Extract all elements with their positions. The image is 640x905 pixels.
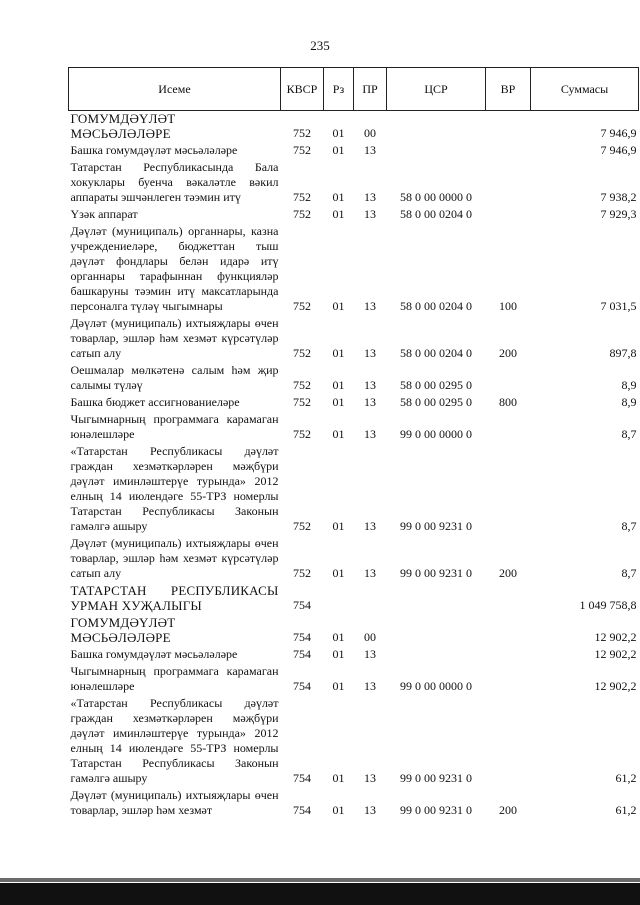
cell-sum: 7 031,5	[600, 299, 637, 313]
cell-kvsr: 754	[293, 771, 311, 785]
cell-csr: 58 0 00 0000 0	[400, 190, 472, 204]
cell-rz: 01	[332, 771, 345, 785]
cell-rz: 01	[332, 630, 345, 644]
cell-vr	[486, 363, 531, 395]
cell-name: ТАТАРСТАН РЕСПУБЛИКАСЫ УРМАН ХУҖАЛЫГЫ	[70, 583, 279, 613]
cell-sum: 897,8	[609, 346, 637, 360]
cell-name: Оешмалар мөлкәтенә салым һәм җир салымы түләү	[70, 363, 279, 392]
cell-name: Үзәк аппарат	[70, 207, 138, 221]
cell-vr	[486, 143, 531, 160]
cell-csr: 99 0 00 9231 0	[400, 771, 472, 785]
cell-name: «Татарстан Республикасы дәүләт граждан хезмәткәрләрен мәҗбүри дәүләт иминләштерүе турында» 2012 елның 14 июлендәге 55-ТРЗ номерлы Татарстан Республикасы Законын гамәлгә ашыру	[70, 444, 279, 533]
cell-csr	[387, 143, 486, 160]
cell-kvsr: 754	[293, 679, 311, 693]
table-row	[69, 696, 639, 788]
cell-csr	[387, 647, 486, 664]
cell-pr: 13	[364, 395, 376, 409]
cell-kvsr: 752	[281, 111, 324, 144]
cell-name: Дәүләт (муниципаль) ихтыяҗлары өчен товарлар, эшләр һәм хезмәт	[70, 788, 279, 817]
cell-csr: 58 0 00 0295 0	[400, 395, 472, 409]
cell-pr: 13	[364, 803, 376, 817]
table-row	[69, 647, 639, 664]
table-row	[69, 583, 639, 615]
cell-rz: 01	[332, 190, 345, 204]
cell-sum: 12 902,2	[594, 679, 637, 693]
cell-name: Татарстан Республикасында Бала хокуклары буенча вәкаләтле вәкил аппараты эшчәнлеген тәэмин итү	[70, 160, 279, 204]
cell-csr: 99 0 00 0000 0	[400, 427, 472, 441]
cell-rz: 01	[332, 566, 345, 580]
cell-name: Дәүләт (муниципаль) ихтыяҗлары өчен товарлар, эшләр һәм хезмәт күрсәтүләр сатып алу	[70, 316, 279, 360]
cell-csr	[387, 111, 486, 144]
cell-name: Чыгымнарның программага карамаган юнәлешләре	[70, 664, 279, 693]
cell-kvsr: 754	[293, 598, 311, 612]
cell-rz: 01	[332, 803, 345, 817]
table-body	[69, 111, 639, 821]
cell-vr	[486, 444, 531, 536]
cell-csr: 58 0 00 0204 0	[400, 299, 472, 313]
cell-name: Дәүләт (муниципаль) ихтыяҗлары өчен товарлар, эшләр һәм хезмәт күрсәтүләр сатып алу	[70, 536, 279, 580]
table-row	[69, 224, 639, 316]
cell-csr: 99 0 00 9231 0	[400, 566, 472, 580]
cell-kvsr: 754	[293, 803, 311, 817]
cell-sum: 7 946,9	[600, 143, 637, 157]
header-csr: ЦСР	[387, 68, 486, 111]
page-number: 235	[310, 38, 330, 53]
cell-rz: 01	[332, 378, 345, 392]
cell-vr: 200	[499, 803, 517, 817]
cell-vr: 800	[499, 395, 517, 409]
table-row	[69, 111, 639, 144]
cell-pr: 13	[364, 566, 376, 580]
cell-rz: 01	[324, 111, 354, 144]
cell-pr: 13	[364, 190, 376, 204]
cell-vr: 100	[499, 299, 517, 313]
cell-kvsr: 752	[293, 519, 311, 533]
cell-pr	[354, 583, 387, 615]
cell-name: ГОМУМДӘҮЛӘТ МӘСЬӘЛӘЛӘРЕ	[70, 615, 176, 645]
cell-csr: 99 0 00 9231 0	[400, 803, 472, 817]
cell-name: Башка гомумдәүләт мәсьәләләре	[70, 143, 238, 157]
cell-vr	[486, 207, 531, 224]
cell-kvsr: 752	[293, 207, 311, 221]
cell-csr: 99 0 00 9231 0	[400, 519, 472, 533]
budget-table	[68, 67, 639, 820]
cell-kvsr: 752	[293, 143, 311, 157]
cell-rz: 01	[332, 143, 345, 157]
table-row	[69, 536, 639, 583]
cell-rz: 01	[332, 427, 345, 441]
scan-edge-bar	[0, 883, 640, 905]
cell-rz: 01	[332, 395, 345, 409]
cell-kvsr: 752	[293, 378, 311, 392]
cell-pr: 13	[364, 378, 376, 392]
cell-rz	[324, 583, 354, 615]
cell-pr: 13	[364, 207, 376, 221]
cell-kvsr: 752	[293, 299, 311, 313]
cell-sum: 7 938,2	[600, 190, 637, 204]
header-sum: Суммасы	[531, 68, 639, 111]
table-row	[69, 412, 639, 444]
cell-pr: 13	[364, 143, 376, 157]
cell-kvsr: 754	[293, 630, 311, 644]
cell-pr: 00	[354, 111, 387, 144]
cell-vr	[486, 664, 531, 696]
cell-kvsr: 754	[293, 647, 311, 661]
table-row	[69, 143, 639, 160]
cell-vr	[486, 412, 531, 444]
cell-sum: 12 902,2	[594, 647, 637, 661]
cell-name: ГОМУМДӘҮЛӘТ МӘСЬӘЛӘЛӘРЕ	[69, 111, 281, 144]
cell-sum: 7 929,3	[600, 207, 637, 221]
cell-sum: 61,2	[615, 803, 637, 817]
cell-sum: 12 902,2	[594, 630, 637, 644]
cell-vr	[486, 583, 531, 615]
table-row	[69, 788, 639, 820]
cell-csr: 58 0 00 0295 0	[400, 378, 472, 392]
cell-rz: 01	[332, 299, 345, 313]
cell-kvsr: 752	[293, 395, 311, 409]
cell-pr: 13	[364, 647, 376, 661]
cell-pr: 13	[364, 771, 376, 785]
cell-kvsr: 752	[293, 190, 311, 204]
cell-rz: 01	[332, 647, 345, 661]
cell-vr	[486, 111, 531, 144]
cell-csr: 58 0 00 0204 0	[400, 207, 472, 221]
table-row	[69, 615, 639, 647]
cell-sum: 8,7	[621, 566, 637, 580]
cell-rz: 01	[332, 346, 345, 360]
cell-vr: 200	[499, 566, 517, 580]
header-name: Исеме	[69, 68, 281, 111]
table-row	[69, 363, 639, 395]
cell-csr	[387, 583, 486, 615]
cell-kvsr: 752	[293, 346, 311, 360]
table-row	[69, 316, 639, 363]
cell-sum: 1 049 758,8	[579, 598, 637, 612]
header-vr: ВР	[486, 68, 531, 111]
cell-name: Дәүләт (муниципаль) органнары, казна учреждениеләре, бюджеттан тыш дәүләт фондлары белән идарә итү органнары тарафыннан функцияләр башкаруны тәэмин итү максатларында персоналга түләү чыгымнары	[70, 224, 279, 313]
cell-name: «Татарстан Республикасы дәүләт граждан хезмәткәрләрен мәҗбүри дәүләт иминләштерүе турында» 2012 елның 14 июлендәге 55-ТРЗ номерлы Татарстан Республикасы Законын гамәлгә ашыру	[70, 696, 279, 785]
cell-pr: 00	[364, 630, 376, 644]
cell-csr	[387, 615, 486, 647]
cell-vr	[486, 615, 531, 647]
cell-sum: 8,9	[621, 378, 637, 392]
cell-pr: 13	[364, 519, 376, 533]
cell-pr: 13	[364, 427, 376, 441]
cell-kvsr: 752	[293, 427, 311, 441]
table-row	[69, 444, 639, 536]
cell-name: Башка бюджет ассигнованиеләре	[70, 395, 240, 409]
cell-rz: 01	[332, 679, 345, 693]
cell-vr	[486, 696, 531, 788]
cell-sum: 8,7	[621, 427, 637, 441]
header-rz: Рз	[324, 68, 354, 111]
cell-name: Чыгымнарның программага карамаган юнәлешләре	[70, 412, 279, 441]
cell-sum: 7 946,9	[531, 111, 639, 144]
cell-csr: 58 0 00 0204 0	[400, 346, 472, 360]
header-kvsr: КВСР	[281, 68, 324, 111]
scan-edge-shadow	[0, 878, 640, 882]
table-row	[69, 207, 639, 224]
cell-rz: 01	[332, 207, 345, 221]
cell-pr: 13	[364, 299, 376, 313]
cell-rz: 01	[332, 519, 345, 533]
cell-sum: 61,2	[615, 771, 637, 785]
table-row	[69, 395, 639, 412]
cell-vr	[486, 160, 531, 207]
cell-csr: 99 0 00 0000 0	[400, 679, 472, 693]
table-row	[69, 160, 639, 207]
cell-kvsr: 752	[293, 566, 311, 580]
cell-sum: 8,9	[621, 395, 637, 409]
cell-vr	[486, 647, 531, 664]
header-pr: ПР	[354, 68, 387, 111]
cell-name: Башка гомумдәүләт мәсьәләләре	[70, 647, 238, 661]
table-row	[69, 664, 639, 696]
cell-pr: 13	[364, 346, 376, 360]
cell-pr: 13	[364, 679, 376, 693]
cell-sum: 8,7	[621, 519, 637, 533]
cell-vr: 200	[499, 346, 517, 360]
table-header-row	[69, 68, 639, 111]
